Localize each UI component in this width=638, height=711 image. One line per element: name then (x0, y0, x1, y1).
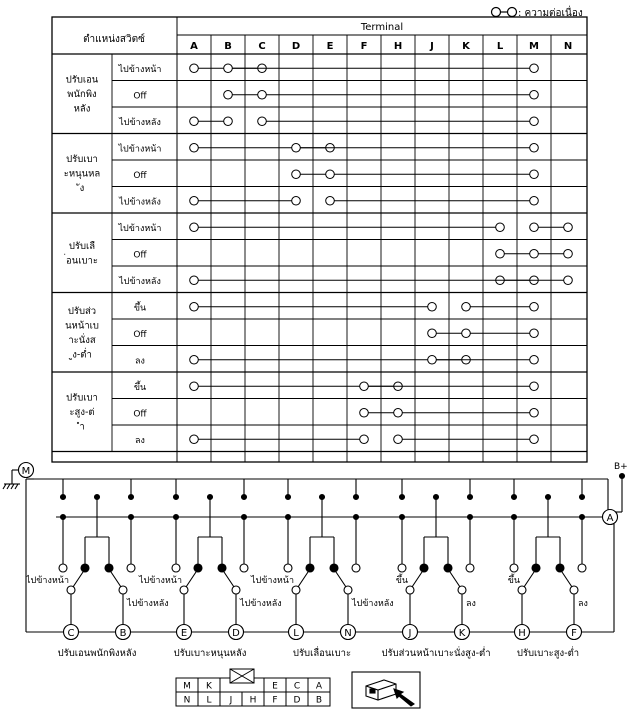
terminal-label: F (571, 628, 577, 639)
terminal-column-label: A (190, 41, 198, 52)
switch-contact-open (398, 564, 406, 572)
switch-group-label: ปรับเบาะหนุนหลัง (63, 154, 101, 195)
switch-position-label: ลง (135, 356, 145, 367)
continuity-terminal-circle (190, 64, 199, 73)
switch-right-label: ลง (466, 599, 476, 609)
continuity-terminal-circle (530, 143, 539, 152)
switch-left-label: ไปข้างหน้า (251, 576, 294, 586)
continuity-terminal-circle (394, 435, 403, 444)
legend-label: : ความต่อเนื่อง (518, 8, 583, 19)
continuity-terminal-circle (360, 435, 369, 444)
continuity-terminal-circle (564, 276, 573, 285)
switch-pivot (232, 586, 240, 594)
terminal-label: J (408, 628, 412, 639)
switch-position-label: Off (133, 250, 147, 261)
switch-position-label: ไปข้างหลัง (119, 117, 161, 128)
switch-position-header: ตำแหน่งสวิตซ์ (83, 34, 145, 45)
continuity-terminal-circle (258, 90, 267, 99)
continuity-terminal-circle (190, 355, 199, 364)
switch-position-label: ขึ้น (133, 303, 147, 314)
terminal-column-label: D (291, 41, 301, 52)
terminal-column-label: M (529, 41, 539, 52)
schematic (3, 462, 628, 659)
continuity-terminal-circle (360, 382, 369, 391)
switch-left-label: ขึ้น (507, 576, 520, 586)
terminal-label: E (180, 628, 188, 639)
terminal-label: K (458, 628, 466, 639)
continuity-terminal-circle (428, 329, 437, 338)
continuity-terminal-circle (190, 223, 199, 232)
switch-contact-open (284, 564, 292, 572)
terminal-column-label: B (224, 41, 232, 52)
continuity-terminal-circle (190, 196, 199, 205)
continuity-terminal-circle (530, 408, 539, 417)
continuity-terminal-circle (530, 329, 539, 338)
continuity-terminal-circle (462, 302, 471, 311)
switch-position-label: ไปข้างหลัง (119, 197, 161, 208)
continuity-terminal-circle (530, 117, 539, 126)
continuity-terminal-circle (360, 408, 369, 417)
connector-pin-label: B (315, 695, 323, 706)
legend-open-circle (508, 8, 517, 17)
switch-position-label: ขึ้น (133, 382, 147, 393)
terminal-label: D (232, 628, 240, 639)
terminal-label: H (518, 628, 526, 639)
switch-position-label: Off (133, 409, 147, 420)
continuity-terminal-circle (564, 249, 573, 258)
switch-position-label: Off (133, 91, 147, 102)
terminal-column-label: L (496, 41, 504, 52)
switch-contact-closed (306, 564, 314, 572)
switch-contact-closed (444, 564, 452, 572)
switch-contact-closed (556, 564, 564, 572)
switch-position-label: ไปข้างหน้า (118, 144, 162, 155)
continuity-terminal-circle (530, 196, 539, 205)
switch-position-label: ไปข้างหลัง (119, 276, 161, 287)
continuity-terminal-circle (326, 170, 335, 179)
continuity-terminal-circle (496, 223, 505, 232)
connector-pin-label: F (272, 695, 278, 706)
switch-contact-closed (81, 564, 89, 572)
terminal-label: C (67, 628, 75, 639)
continuity-terminal-circle (530, 302, 539, 311)
switch-left-label: ขึ้น (395, 576, 408, 586)
switch-contact-closed (420, 564, 428, 572)
switch-pivot (292, 586, 300, 594)
switch-group-label: ปรับเบาะสูง-ต่ำ (66, 392, 98, 433)
connector-pin-label: L (206, 695, 212, 706)
switch-contact-closed (330, 564, 338, 572)
continuity-terminal-circle (394, 408, 403, 417)
terminal-label: L (293, 628, 299, 639)
switch-left-label: ไปข้างหน้า (139, 576, 182, 586)
connector-pin-label: D (293, 695, 301, 706)
switch-group-label: ปรับส่วนหน้าเบาะนั่งสูง-ต่ำ (65, 305, 99, 361)
continuity-terminal-circle (292, 170, 301, 179)
switch-position-label: ไปข้างหน้า (118, 64, 162, 75)
continuity-terminal-circle (530, 64, 539, 73)
switch-pivot (67, 586, 75, 594)
connector-pin-label: K (206, 681, 212, 692)
switch-contact-open (352, 564, 360, 572)
connector-pin-label: C (293, 681, 301, 692)
connector-pin-label: M (183, 681, 191, 692)
switch-pivot (518, 586, 526, 594)
continuity-terminal-circle (190, 117, 199, 126)
switch-right-label: ไปข้างหลัง (240, 599, 282, 609)
terminal-column-label: J (430, 41, 434, 52)
ground-hatch (7, 484, 10, 489)
switch-group-name: ปรับเบาะสูง-ต่ำ (516, 648, 580, 659)
switch-right-label: ไปข้างหลัง (127, 599, 169, 609)
switch-pivot (570, 586, 578, 594)
connector-pin-label: E (272, 681, 278, 692)
continuity-terminal-circle (530, 435, 539, 444)
switch-position-label: Off (133, 170, 147, 181)
continuity-terminal-circle (292, 143, 301, 152)
legend-open-circle (492, 8, 501, 17)
continuity-terminal-circle (190, 276, 199, 285)
continuity-terminal-circle (190, 382, 199, 391)
switch-contact-open (240, 564, 248, 572)
terminal-column-label: K (462, 41, 470, 52)
switch-group-name: ปรับเลื่อนเบาะ (292, 648, 352, 659)
switch-group-label: ปรับเอนพนักพิงหลัง (65, 74, 99, 115)
continuity-terminal-circle (530, 223, 539, 232)
switch-group-name: ปรับเบาะหนุนหลัง (173, 648, 247, 659)
switch-contact-open (172, 564, 180, 572)
terminal-label: N (344, 628, 352, 639)
ground-hatch (15, 484, 18, 489)
switch-right-label: ลง (578, 599, 588, 609)
switch-pivot (406, 586, 414, 594)
continuity-terminal-circle (530, 170, 539, 179)
switch-contact-closed (105, 564, 113, 572)
continuity-terminal-circle (224, 90, 233, 99)
switch-group-label: ปรับเลื่อนเบาะ (66, 240, 98, 267)
terminal-column-label: F (360, 41, 368, 52)
ground-hatch (3, 484, 6, 489)
continuity-terminal-circle (428, 302, 437, 311)
terminal-column-label: E (326, 41, 334, 52)
switch-contact-open (578, 564, 586, 572)
connector-pin-label: J (229, 695, 233, 706)
connector-face (176, 669, 330, 706)
terminal-column-label: N (563, 41, 573, 52)
continuity-terminal-circle (428, 355, 437, 364)
continuity-terminal-circle (190, 302, 199, 311)
terminal-header: Terminal (360, 22, 404, 33)
switch-contact-open (59, 564, 67, 572)
continuity-terminal-circle (258, 117, 267, 126)
switch-group-name: ปรับเอนพนักพิงหลัง (57, 648, 137, 659)
ground-hatch (11, 484, 14, 489)
switch-contact-closed (532, 564, 540, 572)
switch-group-name: ปรับส่วนหน้าเบาะนั่งสูง-ต่ำ (381, 648, 491, 659)
continuity-terminal-circle (530, 249, 539, 258)
switch-left-label: ไปข้างหน้า (26, 576, 69, 586)
terminal-column-label: C (258, 41, 266, 52)
terminal-label: A (606, 513, 614, 524)
continuity-terminal-circle (326, 196, 335, 205)
switch-position-label: ไปข้างหน้า (118, 223, 162, 234)
switch-contact-closed (218, 564, 226, 572)
continuity-terminal-circle (190, 143, 199, 152)
switch-position-label: ลง (135, 435, 145, 446)
switch-right-label: ไปข้างหลัง (352, 599, 394, 609)
connector-pin-label: A (315, 681, 323, 692)
switch-contact-open (466, 564, 474, 572)
switch-pivot (180, 586, 188, 594)
continuity-terminal-circle (462, 329, 471, 338)
continuity-terminal-circle (530, 382, 539, 391)
supply-label: B+ (614, 462, 628, 472)
continuity-terminal-circle (564, 223, 573, 232)
switch-contact-open (127, 564, 135, 572)
terminal-column-label: H (393, 41, 403, 52)
continuity-terminal-circle (224, 117, 233, 126)
continuity-terminal-circle (292, 196, 301, 205)
connector-pin-label: N (183, 695, 191, 706)
continuity-terminal-circle (496, 249, 505, 258)
connector-pin-label: H (249, 695, 257, 706)
switch-pivot (344, 586, 352, 594)
switch-contact-closed (194, 564, 202, 572)
switch-position-label: Off (133, 329, 147, 340)
continuity-terminal-circle (530, 90, 539, 99)
connector-view-icon (352, 672, 420, 708)
switch-pivot (119, 586, 127, 594)
continuity-terminal-circle (190, 435, 199, 444)
switch-pivot (458, 586, 466, 594)
motor-label: M (21, 466, 31, 477)
terminal-label: B (119, 628, 127, 639)
continuity-terminal-circle (530, 355, 539, 364)
continuity-terminal-circle (224, 64, 233, 73)
switch-contact-open (510, 564, 518, 572)
